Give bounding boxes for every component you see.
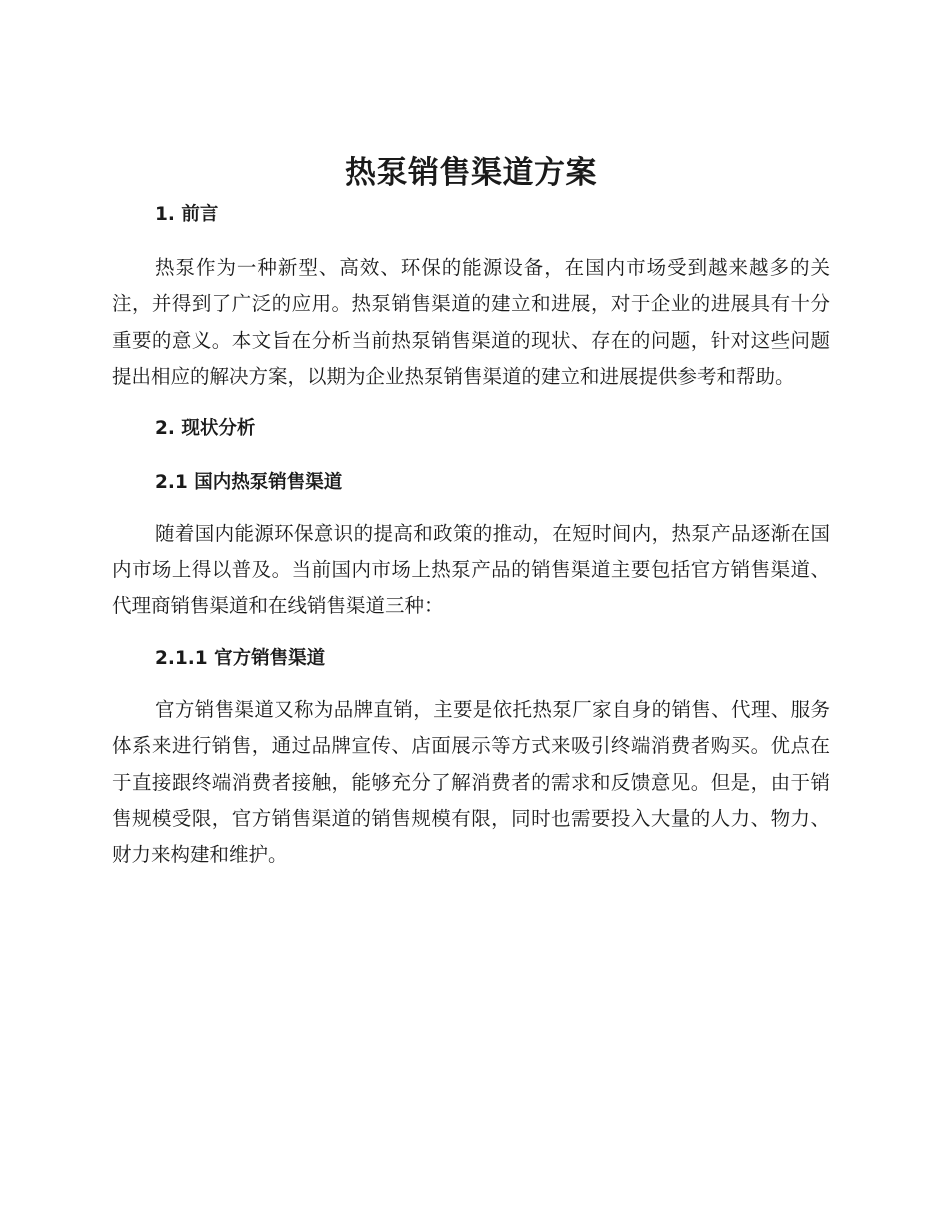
document-page — [112, 148, 830, 874]
subsection-heading-official-channel: 2.1.1 官方销售渠道 — [155, 647, 326, 669]
paragraph-domestic-channels: 随着国内能源环保意识的提高和政策的推动，在短时间内，热泵产品逐渐在国内市场上得以普及。当前国内市场上热泵产品的销售渠道主要包括官方销售渠道、代理商销售渠道和在线销售渠道三种： — [112, 521, 830, 618]
subsection-heading-domestic-channels: 2.1 国内热泵销售渠道 — [155, 471, 343, 493]
paragraph-official-channel: 官方销售渠道又称为品牌直销，主要是依托热泵厂家自身的销售、代理、服务体系来进行销售，通过品牌宣传、店面展示等方式来吸引终端消费者购买。优点在于直接跟终端消费者接触，能够充分了解消费者的需求和反馈意见。但是，由于销售规模受限，官方销售渠道的销售规模有限，同时也需要投入大量的人力、物力、财力来构建和维护。 — [112, 697, 830, 867]
section-heading-intro: 1. 前言 — [155, 204, 219, 225]
paragraph-intro: 热泵作为一种新型、高效、环保的能源设备，在国内市场受到越来越多的关注，并得到了广泛的应用。热泵销售渠道的建立和进展，对于企业的进展具有十分重要的意义。本文旨在分析当前热泵销售渠道的现状、存在的问题，针对这些问题提出相应的解决方案，以期为企业热泵销售渠道的建立和进展提供参考和帮助。 — [112, 256, 830, 389]
document-title: 热泵销售渠道方案 — [345, 155, 597, 191]
section-heading-status-analysis: 2. 现状分析 — [155, 417, 256, 439]
